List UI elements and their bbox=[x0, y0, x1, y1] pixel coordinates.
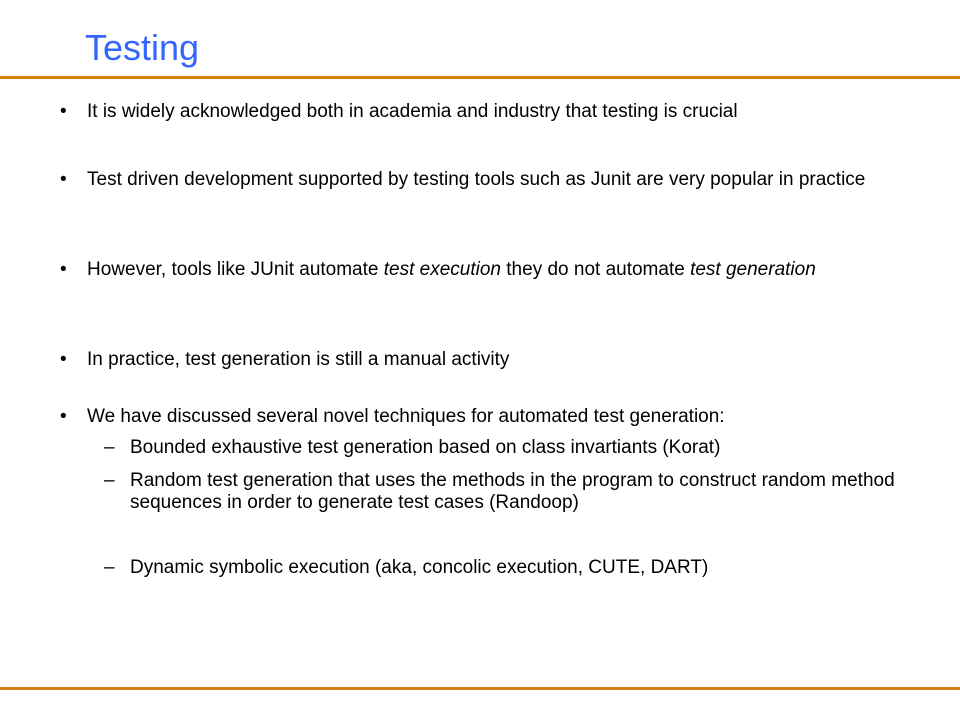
sub-marker: – bbox=[104, 437, 115, 458]
bullet-item-tdd bbox=[60, 169, 920, 191]
sub-item-korat bbox=[104, 437, 904, 459]
slide-title: Testing bbox=[85, 27, 200, 68]
bullet-text: In practice, test generation is still a manual activity bbox=[87, 349, 510, 370]
bullet-marker: • bbox=[60, 259, 67, 280]
sub-text: Random test generation that uses the methods in the program to construct random method sequences in order to generate test cases (Randoop) bbox=[130, 470, 895, 513]
footer-divider bbox=[0, 687, 960, 690]
bullet-marker: • bbox=[60, 349, 67, 370]
emphasis-test-generation: test generation bbox=[690, 259, 816, 280]
bullet-item-manual bbox=[60, 349, 920, 371]
title-divider bbox=[0, 76, 960, 79]
bullet-marker: • bbox=[60, 169, 67, 190]
sub-marker: – bbox=[104, 470, 115, 491]
bullet-text: It is widely acknowledged both in academia and industry that testing is crucial bbox=[87, 101, 738, 122]
bullet-item-junit bbox=[60, 259, 920, 281]
bullet-text: We have discussed several novel techniques for automated test generation: bbox=[87, 406, 725, 427]
bullet-item-techniques bbox=[60, 406, 920, 428]
sub-item-randoop bbox=[104, 470, 904, 514]
sub-item-dse bbox=[104, 557, 904, 579]
emphasis-test-execution: test execution bbox=[383, 259, 501, 280]
sub-text: Dynamic symbolic execution (aka, concolic execution, CUTE, DART) bbox=[130, 557, 709, 578]
bullet-marker: • bbox=[60, 406, 67, 427]
bullet-text bbox=[87, 259, 920, 281]
bullet-text-part: they do not automate bbox=[501, 259, 691, 280]
sub-marker: – bbox=[104, 557, 115, 578]
bullet-marker: • bbox=[60, 101, 67, 122]
sub-text: Bounded exhaustive test generation based on class invartiants (Korat) bbox=[130, 437, 721, 458]
bullet-item-testing-crucial bbox=[60, 101, 920, 123]
bullet-text-part: However, tools like JUnit automate bbox=[87, 259, 384, 280]
bullet-text: Test driven development supported by testing tools such as Junit are very popular in practice bbox=[87, 169, 866, 190]
